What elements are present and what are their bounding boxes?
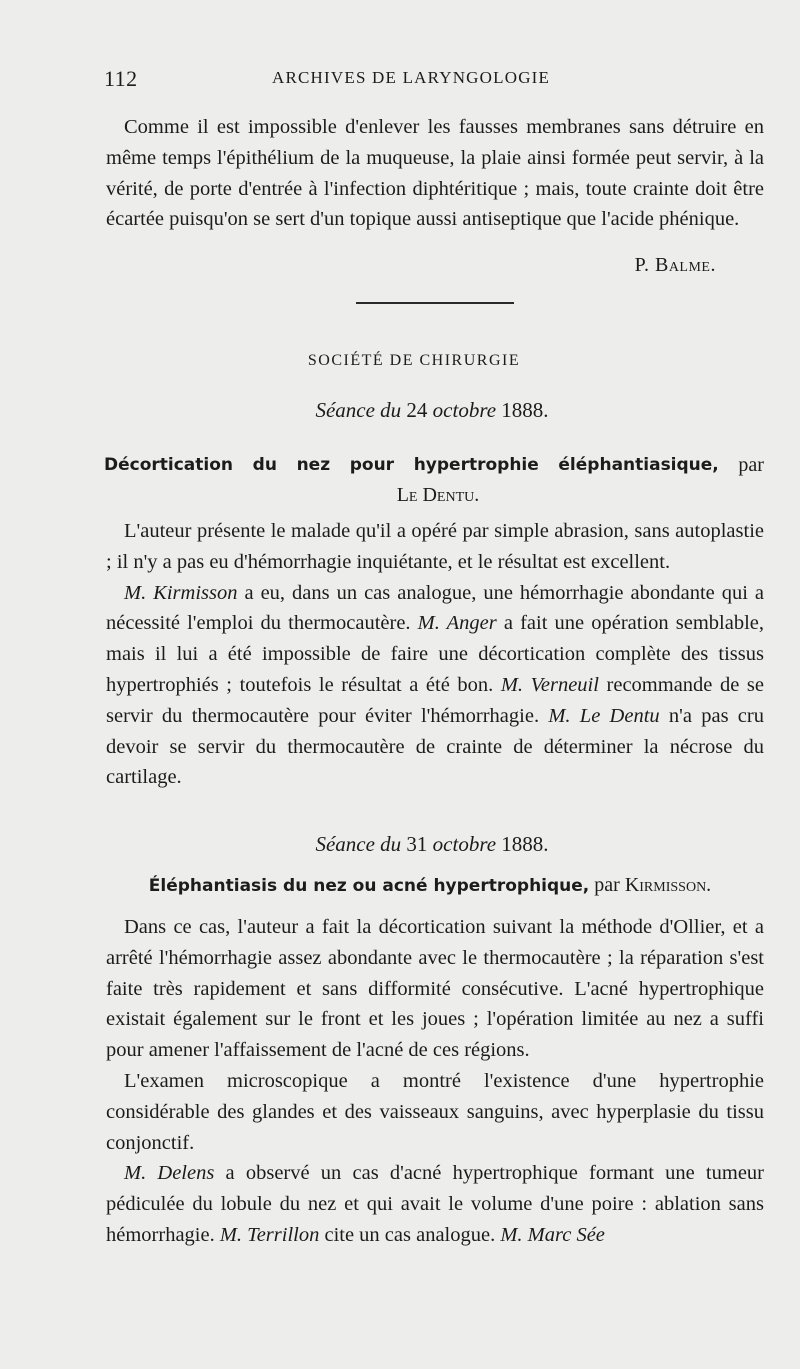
journal-title: ARCHIVES DE LARYNGOLOGIE (272, 68, 551, 87)
session-2-paragraph-3 (106, 1158, 764, 1250)
session-1-paragraph-2 (106, 578, 764, 794)
text-run: cite un cas analogue. (319, 1223, 501, 1246)
page-number: 112 (104, 66, 138, 91)
session-1-prefix: Séance du (315, 398, 402, 422)
session-1-year: 1888. (501, 398, 549, 422)
article-heading-2 (0, 874, 800, 897)
article-heading-1 (104, 450, 764, 510)
session-1-body (106, 516, 764, 793)
person-name: M. Anger (417, 612, 497, 635)
person-name: M. Terrillon (219, 1223, 320, 1246)
person-name: M. Marc Sée (500, 1223, 605, 1246)
signature: P. Balme. (634, 254, 716, 276)
heading-2-title: Éléphantiasis du nez ou acné hypertrophique, (148, 876, 590, 896)
session-1-day: 24 (406, 398, 428, 422)
session-2-body (106, 912, 764, 1251)
heading-2-author: Kirmisson. (624, 874, 712, 896)
heading-word: pour (349, 455, 395, 475)
heading-word: Décortication (104, 455, 234, 475)
intro-block (106, 112, 764, 235)
heading-2-par: par (594, 874, 620, 896)
society-title: SOCIÉTÉ DE CHIRURGIE (307, 352, 521, 369)
text-run: a eu, dans un cas analogue, une hémorrhagie abondante qui a nécessité l'emploi du thermocautère. (106, 581, 764, 635)
heading-author-1: Le Dentu. (396, 484, 480, 506)
heading-par: par (738, 454, 764, 476)
session-2-prefix: Séance du (315, 832, 402, 856)
person-name: M. Le Dentu (548, 704, 660, 727)
text-run: a observé un cas d'acné hypertrophique formant une tumeur pédiculée du lobule du nez et qui avait le volume d'une poire : ablation sans hémorrhagie. (106, 1162, 764, 1246)
heading-word: nez (296, 455, 331, 475)
heading-word: éléphantiasique, (558, 455, 719, 475)
session-2-day: 31 (406, 832, 428, 856)
session-date-1 (0, 398, 800, 423)
session-1-month: octobre (432, 398, 497, 422)
session-1-paragraph-1: L'auteur présente le malade qu'il a opéré par simple abrasion, sans autoplastie ; il n'y a pas eu d'hémorrhagie inquiétante, et le résultat est excellent. (106, 520, 764, 573)
running-head (104, 66, 764, 96)
session-2-month: octobre (432, 832, 497, 856)
text-run: recommande de se servir du thermocautère pour éviter l'hémorrhagie. (106, 673, 764, 727)
heading-word: hypertrophie (413, 455, 539, 475)
session-2-paragraph-2: L'examen microscopique a montré l'existence d'une hypertrophie considérable des glandes et des vaisseaux sanguins, avec hyperplasie du tissu conjonctif. (106, 1069, 764, 1154)
text-run: a fait une opération semblable, mais il lui a été impossible de faire une décortication complète des tissus hypertrophiés ; toutefois le résultat a été bon. (106, 612, 765, 696)
text-run: n'a pas cru devoir se servir du thermocautère de crainte de déterminer la nécrose du cartilage. (106, 704, 764, 789)
session-2-year: 1888. (501, 832, 549, 856)
session-date-2 (0, 832, 800, 857)
person-name: M. Delens (124, 1162, 215, 1185)
intro-paragraph: Comme il est impossible d'enlever les fausses membranes sans détruire en même temps l'épithélium de la muqueuse, la plaie ainsi formée peut servir, à la vérité, de porte d'entrée à l'infection diphtéritique ; mais, toute crainte doit être écartée puisqu'on se sert d'un topique aussi antiseptique que l'acide phénique. (106, 116, 764, 231)
heading-word: du (252, 455, 277, 475)
section-divider (356, 302, 514, 304)
person-name: M. Verneuil (500, 673, 599, 696)
session-2-paragraph-1: Dans ce cas, l'auteur a fait la décortication suivant la méthode d'Ollier, et a arrêté l'hémorrhagie assez abondante avec le thermocautère ; la réparation s'est faite très rapidement et sans difformité consécutive. L'acné hypertrophique existait également sur le front et les joues ; l'opération limitée au nez a suffi pour amener l'affaissement de l'acné de ces régions. (106, 916, 764, 1062)
person-name: M. Kirmisson (124, 581, 238, 604)
